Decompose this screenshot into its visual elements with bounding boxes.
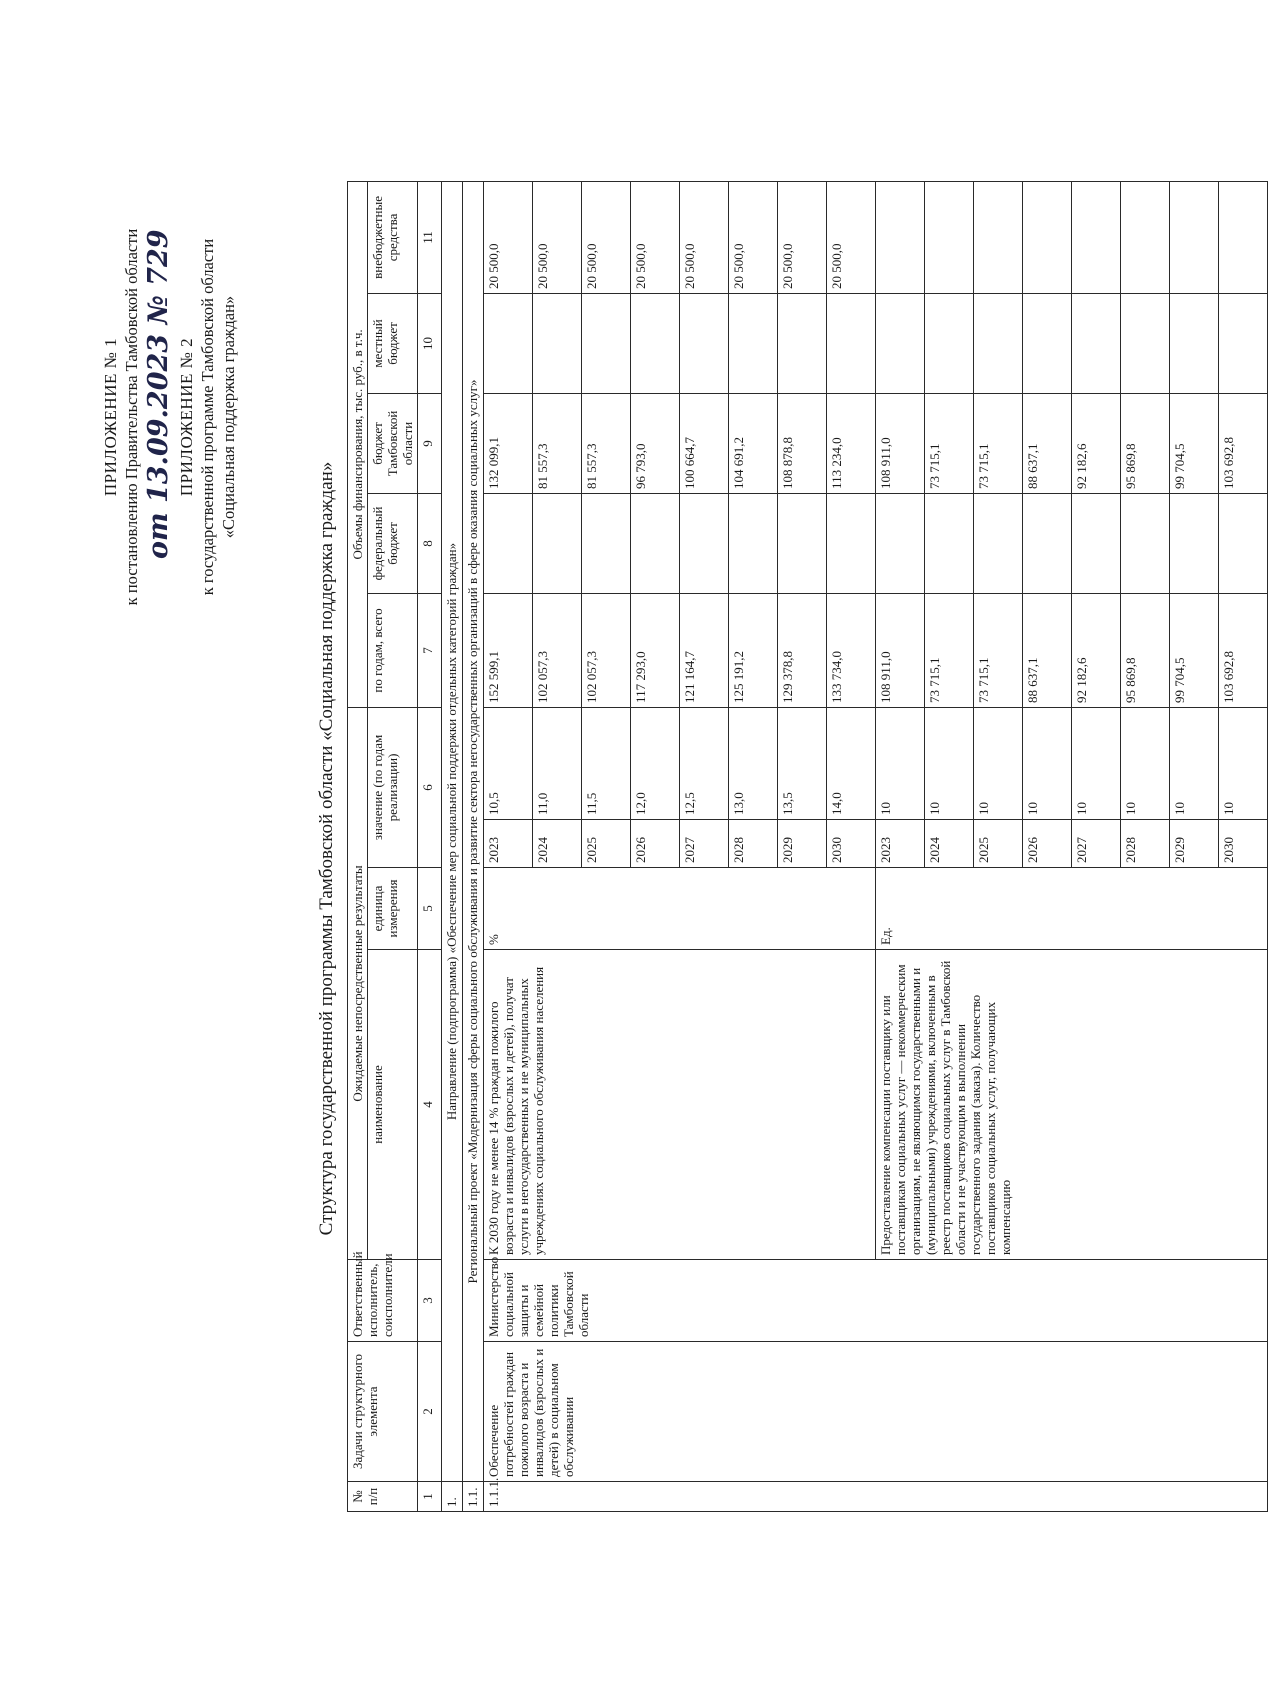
value-cell: 12,0 [631, 707, 680, 819]
appendix-2-label: ПРИЛОЖЕНИЕ № 2 [177, 337, 196, 497]
local-cell [582, 293, 631, 393]
regional-cell: 73 715,1 [925, 393, 974, 493]
local-cell [1219, 293, 1268, 393]
local-cell [680, 293, 729, 393]
total-cell: 129 378,8 [778, 593, 827, 707]
column-number: 8 [418, 493, 442, 593]
col-header-unit: единица измерения [368, 868, 418, 950]
total-cell: 99 704,5 [1170, 593, 1219, 707]
total-cell: 117 293,0 [631, 593, 680, 707]
year-cell: 2023 [484, 820, 533, 868]
project-number: 1.1. [463, 1482, 484, 1512]
local-cell [778, 293, 827, 393]
extra-cell [1121, 181, 1170, 293]
column-number: 3 [418, 1260, 442, 1342]
extra-cell: 20 500,0 [533, 181, 582, 293]
regional-cell: 81 557,3 [582, 393, 631, 493]
column-number: 6 [418, 707, 442, 867]
total-cell: 152 599,1 [484, 593, 533, 707]
year-cell: 2030 [1219, 820, 1268, 868]
result-unit: Ед. [876, 868, 1268, 950]
value-cell: 10 [876, 707, 925, 819]
column-number: 2 [418, 1342, 442, 1482]
value-cell: 11,0 [533, 707, 582, 819]
federal-cell [876, 493, 925, 593]
regional-cell: 99 704,5 [1170, 393, 1219, 493]
value-cell: 10,5 [484, 707, 533, 819]
local-cell [729, 293, 778, 393]
extra-cell [925, 181, 974, 293]
column-number: 1 [418, 1482, 442, 1512]
regional-cell: 132 099,1 [484, 393, 533, 493]
total-cell: 73 715,1 [925, 593, 974, 707]
local-cell [974, 293, 1023, 393]
federal-cell [1219, 493, 1268, 593]
col-header-tasks: Задачи структурного элемента [348, 1342, 418, 1482]
value-cell: 13,5 [778, 707, 827, 819]
regional-cell: 92 182,6 [1072, 393, 1121, 493]
regional-cell: 103 692,8 [1219, 393, 1268, 493]
year-cell: 2028 [729, 820, 778, 868]
regional-cell: 81 557,3 [533, 393, 582, 493]
extra-cell [1023, 181, 1072, 293]
local-cell [925, 293, 974, 393]
federal-cell [729, 493, 778, 593]
year-cell: 2030 [827, 820, 876, 868]
value-cell: 10 [1121, 707, 1170, 819]
column-number: 7 [418, 593, 442, 707]
total-cell: 92 182,6 [1072, 593, 1121, 707]
total-cell: 108 911,0 [876, 593, 925, 707]
regional-cell: 108 911,0 [876, 393, 925, 493]
local-cell [876, 293, 925, 393]
extra-cell: 20 500,0 [582, 181, 631, 293]
regional-cell: 95 869,8 [1121, 393, 1170, 493]
regional-cell: 73 715,1 [974, 393, 1023, 493]
year-cell: 2024 [925, 820, 974, 868]
year-cell: 2024 [533, 820, 582, 868]
appendix-1-label: ПРИЛОЖЕНИЕ № 1 [101, 337, 120, 497]
total-cell: 125 191,2 [729, 593, 778, 707]
year-cell: 2027 [680, 820, 729, 868]
result-unit: % [484, 868, 876, 950]
federal-cell [925, 493, 974, 593]
year-cell: 2023 [876, 820, 925, 868]
value-cell: 12,5 [680, 707, 729, 819]
extra-cell [1170, 181, 1219, 293]
result-name: К 2030 году не менее 14 % граждан пожилого возраста и инвалидов (взрослых и детей), получат услуги в негосударственных и не муниципальных учреждениях социального обслуживания населения [484, 950, 876, 1260]
total-cell: 73 715,1 [974, 593, 1023, 707]
local-cell [533, 293, 582, 393]
extra-cell [1219, 181, 1268, 293]
project-row [463, 181, 484, 1511]
total-cell: 95 869,8 [1121, 593, 1170, 707]
local-cell [484, 293, 533, 393]
document-header [100, 157, 239, 677]
extra-cell: 20 500,0 [484, 181, 533, 293]
total-cell: 88 637,1 [1023, 593, 1072, 707]
document-title: Структура государственной программы Тамбовской области «Социальная поддержка граждан» [316, 461, 337, 1236]
extra-cell [974, 181, 1023, 293]
value-cell: 10 [1170, 707, 1219, 819]
federal-cell [484, 493, 533, 593]
total-cell: 103 692,8 [1219, 593, 1268, 707]
extra-cell [1072, 181, 1121, 293]
column-number: 11 [418, 181, 442, 293]
federal-cell [827, 493, 876, 593]
col-header-federal: федеральный бюджет [368, 493, 418, 593]
col-header-responsible: Ответственный исполнитель, соисполнители [348, 1260, 418, 1342]
local-cell [1023, 293, 1072, 393]
structure-table [347, 181, 1268, 1512]
handwritten-date-number: от 13.09.2023 № 729 [143, 229, 174, 559]
local-cell [1072, 293, 1121, 393]
value-cell: 10 [1219, 707, 1268, 819]
column-number: 10 [418, 293, 442, 393]
col-header-value: значение (по годам реализации) [368, 707, 418, 867]
col-header-name: наименование [368, 950, 418, 1260]
value-cell: 10 [1072, 707, 1121, 819]
col-header-extra: внебюджетные средства [368, 181, 418, 293]
federal-cell [631, 493, 680, 593]
value-cell: 10 [1023, 707, 1072, 819]
program-name: «Социальная поддержка граждан» [219, 295, 238, 539]
item-responsible: Министерство социальной защиты и семейной политики Тамбовской области [484, 1260, 1268, 1342]
federal-cell [533, 493, 582, 593]
value-cell: 10 [925, 707, 974, 819]
direction-title: Направление (подпрограмма) «Обеспечение мер социальной поддержки отдельных категорий граждан» [442, 181, 463, 1481]
extra-cell: 20 500,0 [827, 181, 876, 293]
year-cell: 2026 [631, 820, 680, 868]
regional-cell: 108 878,8 [778, 393, 827, 493]
column-number: 4 [418, 950, 442, 1260]
regional-cell: 104 691,2 [729, 393, 778, 493]
col-header-funding: Объемы финансирования, тыс. руб., в т.ч. [348, 181, 368, 707]
regional-cell: 96 793,0 [631, 393, 680, 493]
federal-cell [778, 493, 827, 593]
decree-reference: к постановлению Правительства Тамбовской области [122, 228, 141, 606]
col-header-local: местный бюджет [368, 293, 418, 393]
year-cell: 2028 [1121, 820, 1170, 868]
program-reference: к государственной программе Тамбовской области [198, 238, 217, 596]
direction-number: 1. [442, 1482, 463, 1512]
year-cell: 2026 [1023, 820, 1072, 868]
col-header-regional: бюджет Тамбовской области [368, 393, 418, 493]
item-task: Обеспечение потребностей граждан пожилого возраста и инвалидов (взрослых и детей) в социальном обслуживании [484, 1342, 1268, 1482]
local-cell [1121, 293, 1170, 393]
federal-cell [1072, 493, 1121, 593]
extra-cell: 20 500,0 [680, 181, 729, 293]
col-header-no: № п/п [348, 1482, 418, 1512]
year-cell: 2029 [1170, 820, 1219, 868]
federal-cell [1170, 493, 1219, 593]
local-cell [1170, 293, 1219, 393]
federal-cell [680, 493, 729, 593]
col-header-results: Ожидаемые непосредственные результаты [348, 707, 368, 1259]
item-number: 1.1.1. [484, 1482, 1268, 1512]
value-cell: 11,5 [582, 707, 631, 819]
value-cell: 13,0 [729, 707, 778, 819]
federal-cell [582, 493, 631, 593]
federal-cell [974, 493, 1023, 593]
result-name: Предоставление компенсации поставщику или поставщикам социальных услуг — некоммерческим организациям, не являющимся государственными и (муниципальными) учреждениями, включенным в реестр поставщиков социальных услуг в Тамбовской области и не участвующим в выполнении государственного задания (заказа). Количество поставщиков социальных услуг, получающих компенсацию [876, 950, 1268, 1260]
value-cell: 10 [974, 707, 1023, 819]
column-numbers-row [418, 181, 442, 1511]
federal-cell [1023, 493, 1072, 593]
extra-cell [876, 181, 925, 293]
extra-cell: 20 500,0 [778, 181, 827, 293]
extra-cell: 20 500,0 [729, 181, 778, 293]
total-cell: 102 057,3 [582, 593, 631, 707]
total-cell: 102 057,3 [533, 593, 582, 707]
year-cell: 2027 [1072, 820, 1121, 868]
total-cell: 133 734,0 [827, 593, 876, 707]
year-cell: 2029 [778, 820, 827, 868]
year-cell: 2025 [974, 820, 1023, 868]
year-cell: 2025 [582, 820, 631, 868]
local-cell [827, 293, 876, 393]
header-row-1 [348, 181, 368, 1511]
regional-cell: 100 664,7 [680, 393, 729, 493]
regional-cell: 88 637,1 [1023, 393, 1072, 493]
direction-row [442, 181, 463, 1511]
column-number: 5 [418, 868, 442, 950]
regional-cell: 113 234,0 [827, 393, 876, 493]
total-cell: 121 164,7 [680, 593, 729, 707]
extra-cell: 20 500,0 [631, 181, 680, 293]
col-header-total: по годам, всего [368, 593, 418, 707]
column-number: 9 [418, 393, 442, 493]
table-row [484, 181, 533, 1511]
project-title: Региональный проект «Модернизация сферы социального обслуживания и развитие сектора негосударственных организаций в сфере оказания социальных услуг» [463, 181, 484, 1481]
federal-cell [1121, 493, 1170, 593]
value-cell: 14,0 [827, 707, 876, 819]
local-cell [631, 293, 680, 393]
